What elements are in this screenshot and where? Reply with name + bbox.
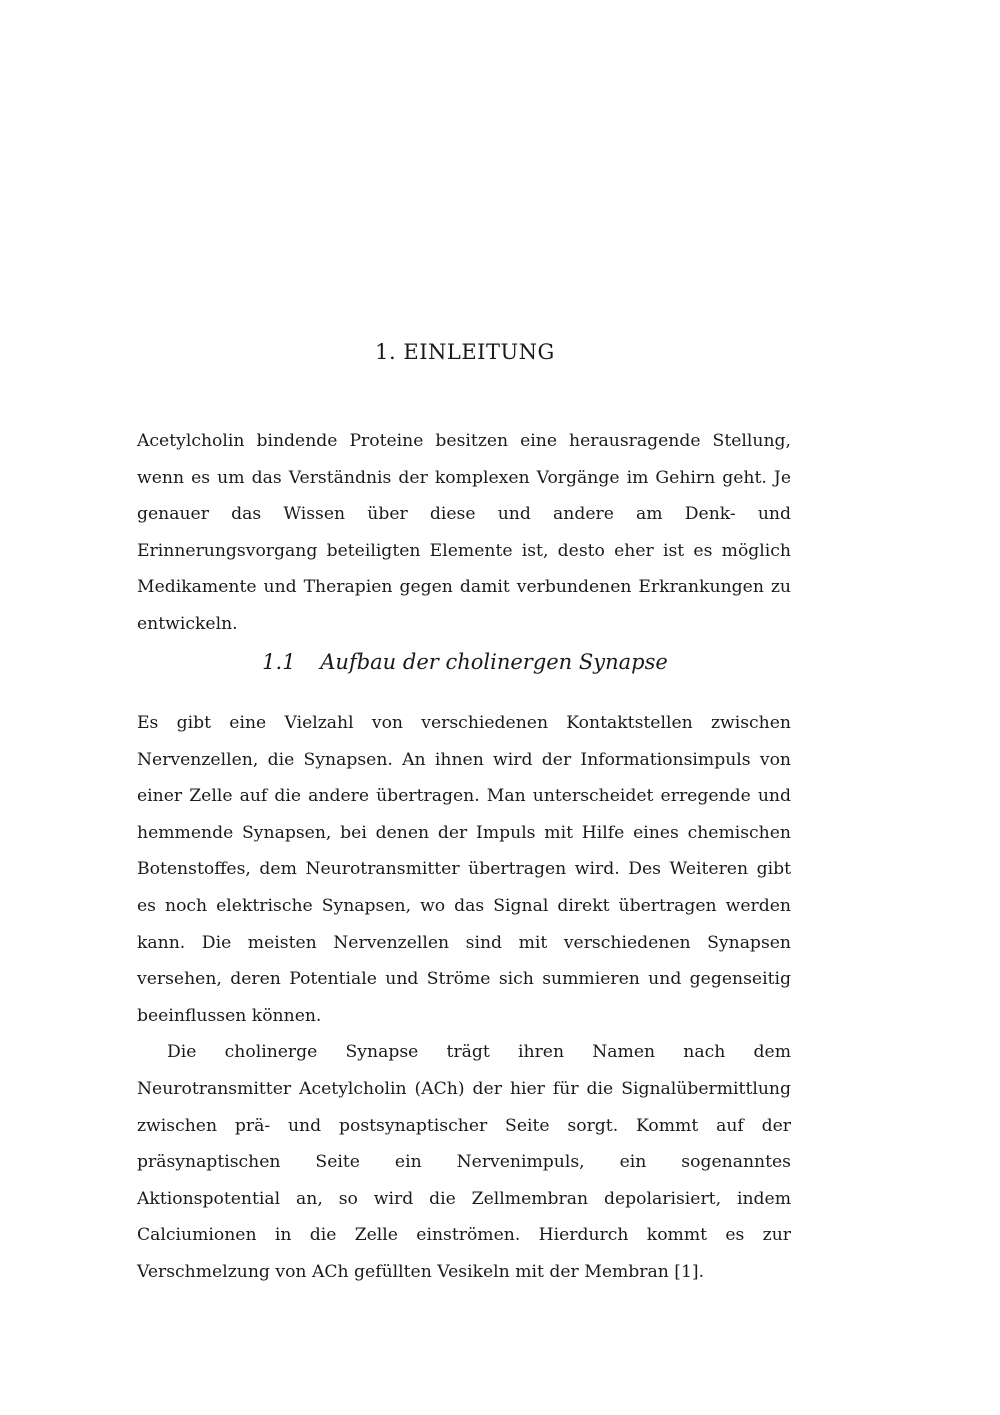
chapter-title: EINLEITUNG [403,340,555,364]
section-paragraph-2: Die cholinerge Synapse trägt ihren Namen nach dem Neurotransmitter Acetylcholin (ACh) der hier für die Signalübermittlung zwischen prä- und postsynaptischer Seite sorgt. Kommt auf der präsynaptischen Seite ein Nervenimpuls, ein sogenanntes Aktionspotential an, so wird die Zellmembran depolarisiert, indem Calciumionen in die Zelle einströmen. Hierdurch kommt es zur Verschmelzung von ACh gefüllten Vesikeln mit der Membran [1]. [137,1042,791,1282]
intro-paragraph: Acetylcholin bindende Proteine besitzen eine herausragende Stellung, wenn es um das Verständnis der komplexen Vorgänge im Gehirn geht. Je genauer das Wissen über diese und andere am Denk- und Erinnerungsvorgang beteiligten Elemente ist, desto eher ist es möglich Medikamente und Therapien gegen damit verbundenen Erkrankungen zu entwickeln. [137,431,791,634]
intro-block [137,423,791,643]
section-body [137,705,791,1291]
section-number: 1.1 [262,650,296,674]
section-heading [0,650,930,674]
section-title: Aufbau der cholinergen Synapse [320,650,668,674]
section-paragraph-1: Es gibt eine Vielzahl von verschiedenen Kontaktstellen zwischen Nervenzellen, die Synapsen. An ihnen wird der Informationsimpuls von einer Zelle auf die andere übertragen. Man unterscheidet erregende und hemmende Synapsen, bei denen der Impuls mit Hilfe eines chemischen Botenstoffes, dem Neurotransmitter übertragen wird. Des Weiteren gibt es noch elektrische Synapsen, wo das Signal direkt übertragen werden kann. Die meisten Nervenzellen sind mit verschiedenen Synapsen versehen, deren Potentiale und Ströme sich summieren und gegenseitig beeinflussen können. [137,713,791,1026]
chapter-number: 1. [375,340,397,364]
chapter-heading [0,340,930,364]
